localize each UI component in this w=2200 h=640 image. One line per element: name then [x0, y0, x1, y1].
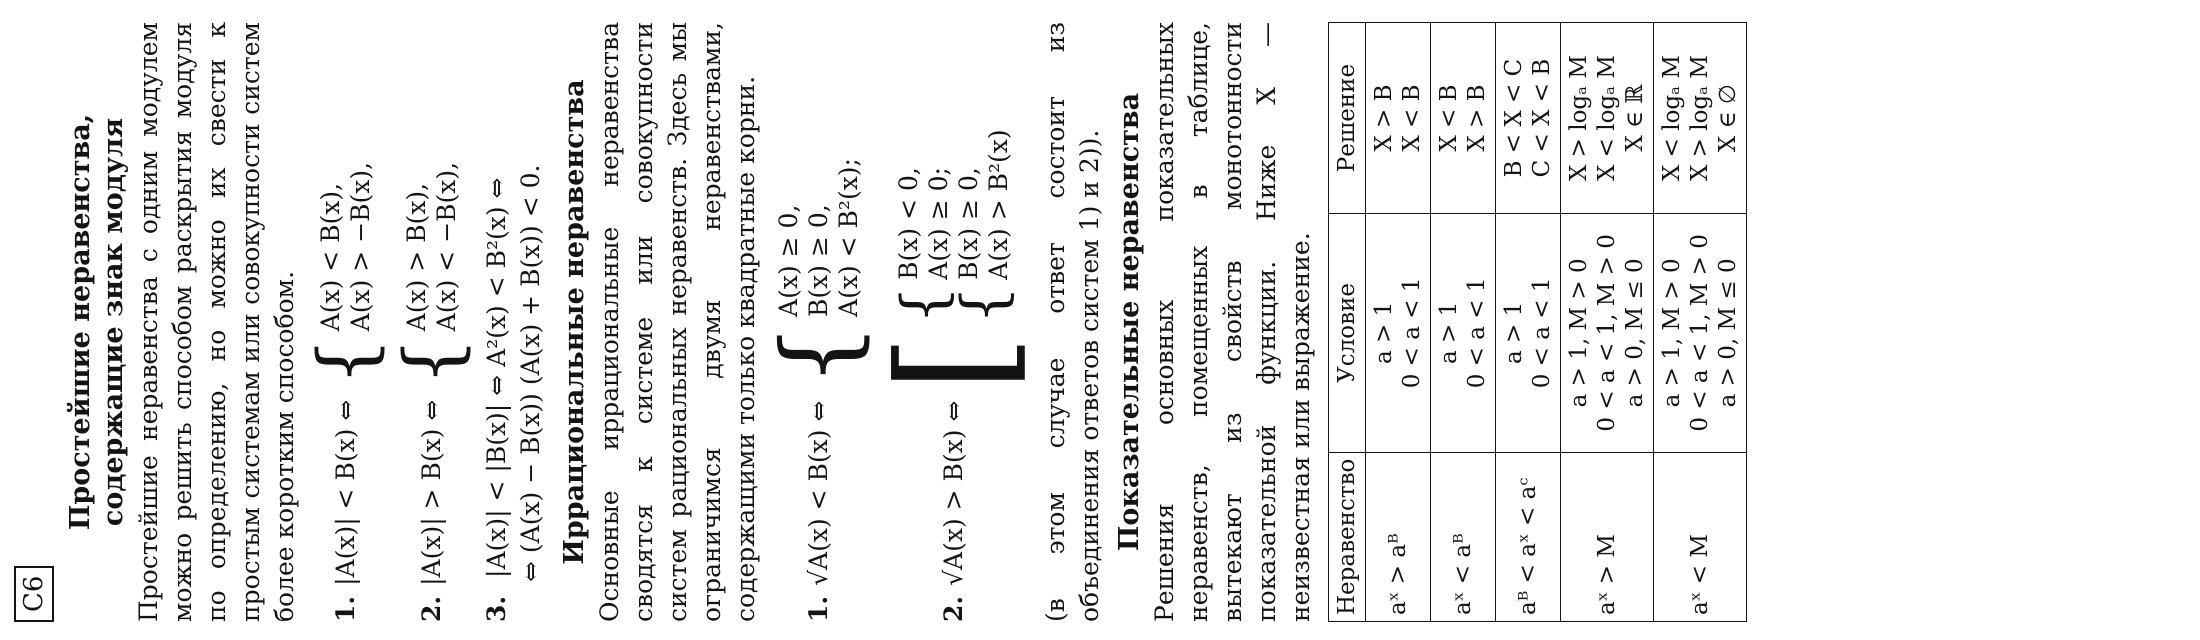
system-line: A(x) ≥ 0, [774, 204, 803, 317]
solution-line: C < X < B [1529, 58, 1555, 178]
condition-line: a > 0, M ≤ 0 [1622, 258, 1648, 408]
exponential-intro: Решения основных показательных неравенств, помещенных в таблице, вытекают из свойств монотонности показательной функции. Ниже X — неизвестная или выражение. [1150, 22, 1315, 622]
condition-cell [1431, 214, 1496, 452]
subsystem-1 [889, 129, 959, 330]
section-badge: C6 [14, 566, 54, 622]
solution-line: X < logₐ M [1659, 55, 1685, 182]
table-row [1654, 23, 1747, 622]
square-bracket-icon: [ [867, 334, 1041, 393]
solution-cell [1366, 23, 1431, 214]
item-lhs: √A(x) < B(x) ⇔ [804, 400, 833, 586]
inequality-cell: aˣ < aᴮ [1431, 452, 1496, 621]
system [954, 129, 1014, 280]
table-row [1561, 23, 1654, 622]
solution-line: X > logₐ M [1566, 55, 1592, 182]
inequality-cell: aᴮ < aˣ < aᶜ [1496, 452, 1561, 621]
condition-line: a > 1 [1371, 301, 1397, 364]
condition-cell [1366, 214, 1431, 452]
item-number: 1. [331, 595, 360, 622]
irrational-item-2 [867, 22, 1041, 622]
modulus-intro: Простейшие неравенства с одним модулем можно решить способом раскрытия модуля по определению, но можно их свести к простым системам или совокупности систем более коротким способом. [134, 22, 299, 622]
system-line: A(x) ≥ 0; [924, 167, 953, 280]
item-continuation: ⇔ (A(x) − B(x)) (A(x) + B(x)) < 0. [516, 164, 545, 582]
solution-line: X < B [1399, 84, 1425, 152]
item-number: 1. [804, 595, 833, 622]
solution-line: X ∈ ∅ [1715, 84, 1741, 153]
solution-cell [1431, 23, 1496, 214]
irrational-title: Иррациональные неравенства [559, 79, 590, 565]
column-header: Неравенство [1329, 452, 1366, 621]
exponential-table [1328, 22, 1747, 622]
item-number: 3. [482, 595, 511, 622]
item-lhs: |A(x)| < |B(x)| ⇔ A²(x) < B²(x) ⇔ [482, 177, 511, 578]
solution-line: X ∈ ℝ [1622, 84, 1648, 152]
condition-line: 0 < a < 1 [1529, 277, 1555, 389]
condition-cell [1496, 214, 1561, 452]
condition-line: 0 < a < 1, M > 0 [1594, 234, 1620, 432]
table-row [1496, 23, 1561, 622]
solution-line: X > B [1464, 84, 1490, 152]
brace-icon: { [760, 322, 877, 387]
inequality-cell: aˣ > M [1561, 452, 1654, 621]
system-line: A(x) < B(x), [316, 182, 345, 332]
solution-line: X > logₐ M [1687, 55, 1713, 182]
irrational-item-1 [760, 22, 877, 622]
system-line: A(x) < B²(x); [834, 158, 863, 317]
document-page [14, 22, 1747, 622]
modulus-title: Простейшие неравенства, содержащие знак модуля [65, 113, 129, 531]
condition-line: 0 < a < 1 [1399, 277, 1425, 389]
brace-icon: { [301, 337, 390, 386]
column-header: Условие [1329, 214, 1366, 452]
condition-line: a > 1, M > 0 [1566, 258, 1592, 408]
system-line: B(x) ≥ 0, [804, 204, 833, 317]
exponential-title: Показательные неравенства [1114, 92, 1145, 552]
condition-line: a > 1, M > 0 [1659, 258, 1685, 408]
solution-line: X < B [1436, 84, 1462, 152]
system-line: A(x) > B(x), [402, 182, 431, 332]
system-line: B(x) ≥ 0, [954, 167, 983, 280]
table-row [1366, 23, 1431, 622]
condition-line: 0 < a < 1 [1464, 277, 1490, 389]
item-number: 2. [417, 595, 446, 622]
system-line: A(x) > B²(x) [984, 129, 1013, 280]
item-lhs: √A(x) > B(x) ⇔ [939, 400, 968, 586]
condition-line: a > 1 [1501, 301, 1527, 364]
system [894, 167, 954, 280]
system [774, 158, 864, 317]
irrational-intro: Основные иррациональные неравенства сводятся к системе или совокупности систем рациональных неравенств. Здесь мы ограничимся двумя неравенствами, содержащими только квадратные корни. [595, 22, 760, 622]
condition-line: 0 < a < 1, M > 0 [1687, 234, 1713, 432]
condition-line: a > 1 [1436, 301, 1462, 364]
item-lhs: |A(x)| > B(x) ⇔ [417, 399, 446, 586]
brace-icon: { [949, 285, 1019, 325]
solution-cell [1561, 23, 1654, 214]
system-set [889, 129, 1019, 330]
item-lhs: |A(x)| < B(x) ⇔ [331, 399, 360, 586]
inequality-cell: aˣ > aᴮ [1366, 452, 1431, 621]
system [316, 162, 376, 331]
irrational-note: (в этом случае ответ состоит из объединения ответов систем 1) и 2)). [1041, 22, 1104, 622]
solution-line: X < logₐ M [1594, 55, 1620, 182]
item-number: 2. [939, 595, 968, 622]
inequality-cell: aˣ < M [1654, 452, 1747, 621]
system-line: B(x) < 0, [894, 167, 923, 280]
brace-icon: { [889, 285, 959, 325]
brace-icon: { [387, 337, 476, 386]
solution-cell [1496, 23, 1561, 214]
column-header: Решение [1329, 23, 1366, 214]
modulus-item-1 [301, 22, 390, 622]
solution-line: X > B [1371, 84, 1397, 152]
subsystem-2 [949, 129, 1019, 330]
solution-line: B < X < C [1501, 58, 1527, 178]
table-row [1431, 23, 1496, 622]
system-line: A(x) < −B(x), [432, 161, 461, 332]
system-line: A(x) > −B(x), [346, 161, 375, 332]
modulus-item-3 [480, 22, 548, 622]
condition-line: a > 0, M ≤ 0 [1715, 258, 1741, 408]
modulus-item-2 [387, 22, 476, 622]
condition-cell [1654, 214, 1747, 452]
solution-cell [1654, 23, 1747, 214]
condition-cell [1561, 214, 1654, 452]
table-header-row [1329, 23, 1366, 622]
system [402, 162, 462, 331]
